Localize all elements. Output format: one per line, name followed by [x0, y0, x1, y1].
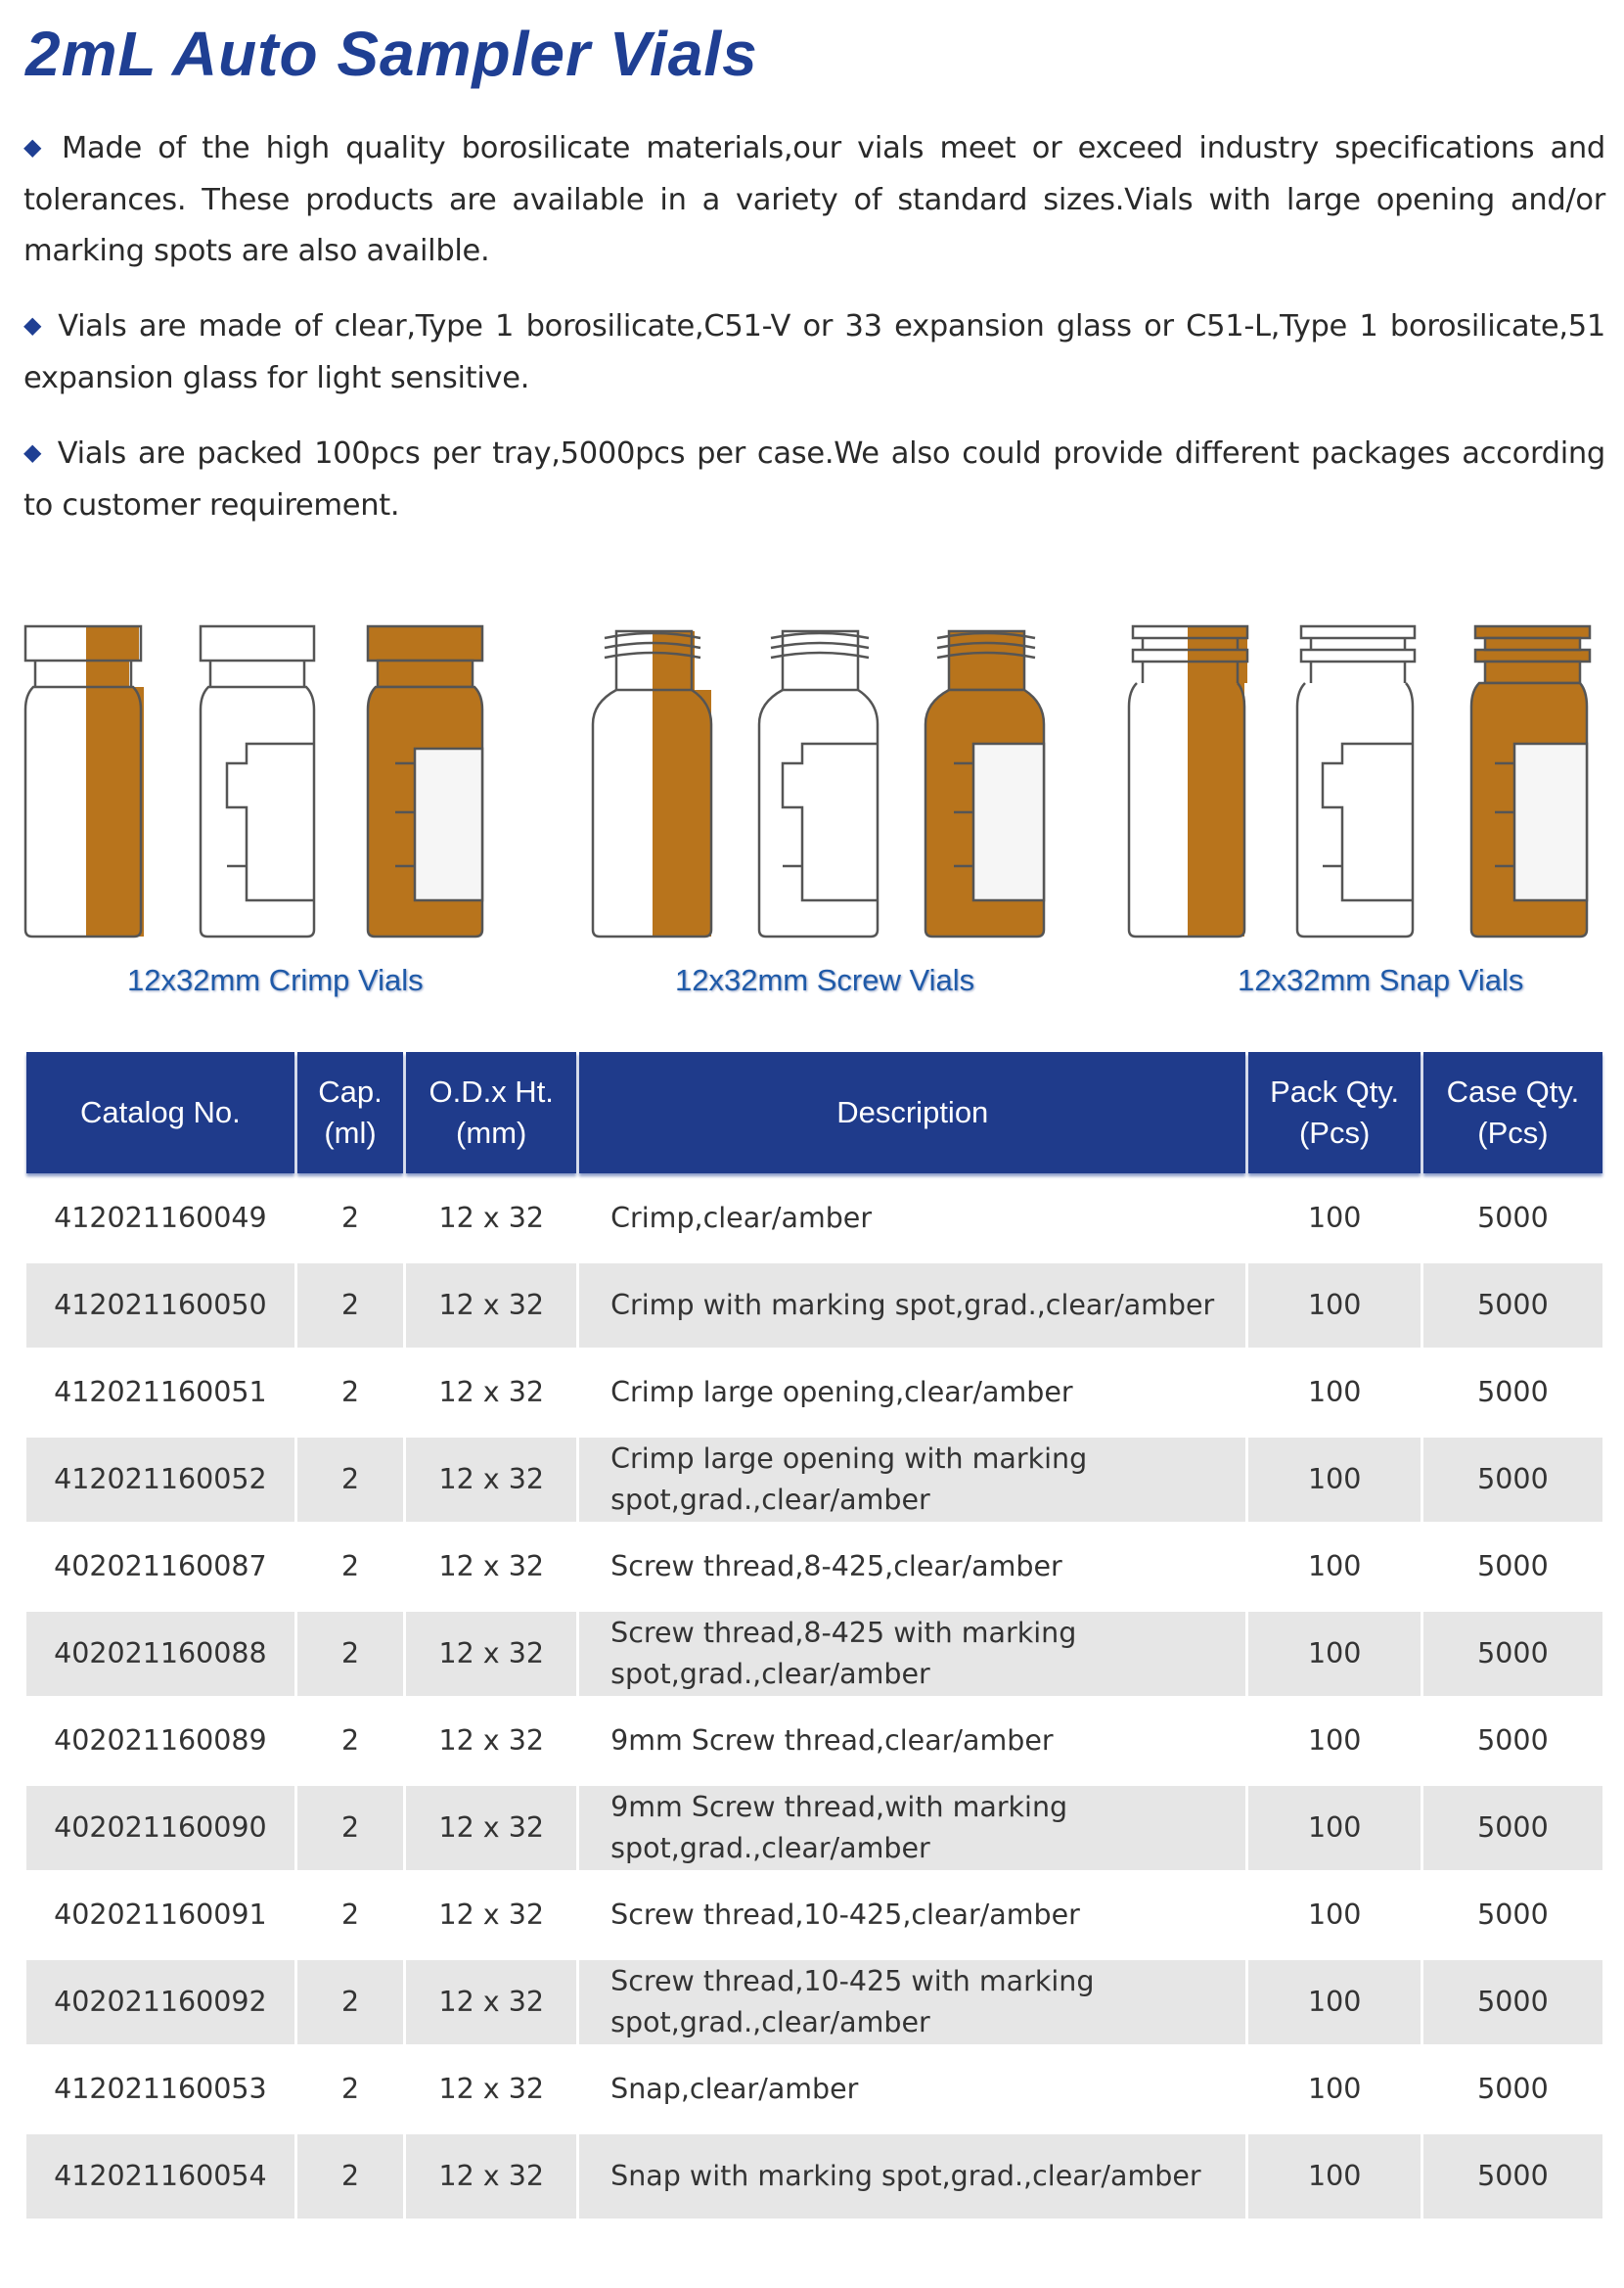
header-pack-qty-line2: (Pcs): [1298, 1116, 1371, 1150]
cell-description: Snap,clear/amber: [610, 2073, 859, 2105]
cell-case-qty: 5000: [1477, 1724, 1549, 1757]
cell-pack-qty: 100: [1248, 1263, 1420, 1348]
paragraph-text: Vials are made of clear,Type 1 borosilicate,C51-V or 33 expansion glass or C51-L,Type 1 borosilicate,51 expansion glass for light sensitive.: [23, 309, 1605, 395]
cell-description: Crimp large opening with marking spot,grad.,clear/amber: [579, 1438, 1245, 1522]
cell-dimensions: 12 x 32: [438, 1550, 544, 1582]
table-row: [26, 2047, 1602, 2131]
table-row: [26, 1873, 1602, 1957]
cell-description: Snap with marking spot,grad.,clear/amber: [579, 2134, 1245, 2219]
cell-case-qty: 5000: [1477, 1202, 1549, 1234]
intro-paragraph-glass: [23, 301, 1605, 404]
cell-case-qty: 5000: [1477, 1550, 1549, 1582]
cell-catalog: 412021160051: [54, 1376, 267, 1408]
cell-pack-qty: 100: [1248, 1438, 1420, 1522]
cell-case-qty: 5000: [1423, 1438, 1602, 1522]
cell-pack-qty: 100: [1248, 1786, 1420, 1870]
cell-capacity: 2: [297, 1263, 403, 1348]
cell-description: 9mm Screw thread,clear/amber: [610, 1724, 1054, 1757]
table-row: [26, 1438, 1602, 1522]
cell-pack-qty: 100: [1307, 1899, 1362, 1931]
screw-vial-icon: [759, 631, 878, 937]
cell-capacity: 2: [297, 1960, 403, 2044]
cell-dimensions: 12 x 32: [406, 1786, 576, 1870]
snap-vial-icon: [1471, 626, 1590, 937]
cell-capacity: 2: [297, 1438, 403, 1522]
cell-dimensions: 12 x 32: [406, 2134, 576, 2219]
table-row: [26, 1786, 1602, 1870]
cell-catalog: 412021160054: [26, 2134, 294, 2219]
cell-capacity: 2: [340, 1899, 360, 1931]
cell-dimensions: 12 x 32: [406, 1612, 576, 1696]
vial-illustrations: [0, 617, 1624, 949]
table-header-row: [26, 1052, 1602, 1173]
header-case-qty-line1: Case Qty.: [1446, 1075, 1580, 1109]
cell-dimensions: 12 x 32: [438, 1376, 544, 1408]
crimp-vial-icon: [368, 626, 482, 937]
cell-pack-qty: 100: [1307, 2073, 1362, 2105]
header-description: Description: [579, 1052, 1245, 1173]
paragraph-text: Made of the high quality borosilicate materials,our vials meet or exceed industry specifications and tolerances. These products are available in a variety of standard sizes.Vials with large opening and/or marking spots are also availble.: [23, 131, 1605, 268]
diamond-bullet-icon: ◆: [23, 438, 44, 466]
diamond-bullet-icon: ◆: [23, 311, 45, 339]
screw-vial-icon: [925, 631, 1044, 937]
cell-dimensions: 12 x 32: [406, 1438, 576, 1522]
diamond-bullet-icon: ◆: [23, 133, 49, 160]
cell-description: Crimp large opening,clear/amber: [610, 1376, 1073, 1408]
cell-description: Crimp,clear/amber: [610, 1202, 873, 1234]
cell-description: Screw thread,8-425,clear/amber: [610, 1550, 1062, 1582]
cell-description: Screw thread,10-425,clear/amber: [610, 1899, 1080, 1931]
cell-description: Screw thread,8-425 with marking spot,grad.,clear/amber: [579, 1612, 1245, 1696]
header-dimensions: [406, 1052, 576, 1173]
screw-vials-caption: 12x32mm Screw Vials: [675, 963, 975, 997]
cell-capacity: 2: [297, 1786, 403, 1870]
cell-capacity: 2: [340, 1202, 360, 1234]
cell-dimensions: 12 x 32: [406, 1960, 576, 2044]
cell-dimensions: 12 x 32: [438, 1202, 544, 1234]
cell-catalog: 402021160092: [26, 1960, 294, 2044]
cell-capacity: 2: [340, 1550, 360, 1582]
table-row: [26, 2134, 1602, 2219]
cell-catalog: 412021160049: [54, 1202, 267, 1234]
cell-description: 9mm Screw thread,with marking spot,grad.,clear/amber: [579, 1786, 1245, 1870]
intro-paragraph-materials: [23, 123, 1605, 277]
cell-case-qty: 5000: [1423, 1786, 1602, 1870]
cell-dimensions: 12 x 32: [438, 2073, 544, 2105]
header-capacity-line2: (ml): [324, 1116, 377, 1150]
header-dimensions-line2: (mm): [456, 1116, 527, 1150]
header-pack-qty-line1: Pack Qty.: [1270, 1075, 1400, 1109]
cell-dimensions: 12 x 32: [406, 1263, 576, 1348]
cell-pack-qty: 100: [1307, 1724, 1362, 1757]
table-row: [26, 1612, 1602, 1696]
cell-case-qty: 5000: [1423, 1263, 1602, 1348]
cell-case-qty: 5000: [1423, 1960, 1602, 2044]
cell-pack-qty: 100: [1248, 2134, 1420, 2219]
table-row: [26, 1699, 1602, 1783]
screw-vial-icon: [593, 631, 711, 937]
paragraph-text: Vials are packed 100pcs per tray,5000pcs per case.We also could provide different packages according to customer requirement.: [23, 436, 1605, 523]
cell-catalog: 412021160052: [26, 1438, 294, 1522]
cell-case-qty: 5000: [1423, 1612, 1602, 1696]
crimp-vials-caption: 12x32mm Crimp Vials: [127, 963, 424, 997]
cell-catalog: 412021160053: [54, 2073, 267, 2105]
crimp-vial-icon: [25, 626, 144, 937]
table-row: [26, 1176, 1602, 1260]
cell-capacity: 2: [340, 1376, 360, 1408]
header-catalog: Catalog No.: [26, 1052, 294, 1173]
snap-vial-icon: [1129, 626, 1247, 937]
cell-catalog: 402021160088: [26, 1612, 294, 1696]
cell-case-qty: 5000: [1477, 1899, 1549, 1931]
header-capacity: [297, 1052, 403, 1173]
cell-capacity: 2: [340, 2073, 360, 2105]
product-table: [23, 1049, 1605, 2221]
intro-paragraph-packing: [23, 429, 1605, 531]
cell-pack-qty: 100: [1307, 1376, 1362, 1408]
cell-catalog: 402021160087: [54, 1550, 267, 1582]
cell-pack-qty: 100: [1248, 1612, 1420, 1696]
cell-dimensions: 12 x 32: [438, 1899, 544, 1931]
header-pack-qty: [1248, 1052, 1420, 1173]
cell-capacity: 2: [297, 2134, 403, 2219]
snap-vial-icon: [1297, 626, 1415, 937]
cell-catalog: 402021160090: [26, 1786, 294, 1870]
cell-pack-qty: 100: [1307, 1202, 1362, 1234]
header-case-qty: [1423, 1052, 1602, 1173]
table-row: [26, 1350, 1602, 1435]
header-capacity-line1: Cap.: [318, 1075, 383, 1109]
snap-vials-caption: 12x32mm Snap Vials: [1238, 963, 1524, 997]
table-row: [26, 1960, 1602, 2044]
crimp-vial-icon: [201, 626, 314, 937]
cell-catalog: 402021160089: [54, 1724, 267, 1757]
cell-dimensions: 12 x 32: [438, 1724, 544, 1757]
cell-case-qty: 5000: [1477, 2073, 1549, 2105]
cell-description: Crimp with marking spot,grad.,clear/amber: [579, 1263, 1245, 1348]
table-row: [26, 1525, 1602, 1609]
cell-case-qty: 5000: [1423, 2134, 1602, 2219]
cell-case-qty: 5000: [1477, 1376, 1549, 1408]
cell-capacity: 2: [340, 1724, 360, 1757]
header-case-qty-line2: (Pcs): [1477, 1116, 1549, 1150]
cell-capacity: 2: [297, 1612, 403, 1696]
cell-pack-qty: 100: [1248, 1960, 1420, 2044]
table-row: [26, 1263, 1602, 1348]
page-title: 2mL Auto Sampler Vials: [25, 19, 758, 89]
cell-catalog: 412021160050: [26, 1263, 294, 1348]
cell-description: Screw thread,10-425 with marking spot,grad.,clear/amber: [579, 1960, 1245, 2044]
header-dimensions-line1: O.D.x Ht.: [429, 1075, 554, 1109]
cell-catalog: 402021160091: [54, 1899, 267, 1931]
cell-pack-qty: 100: [1307, 1550, 1362, 1582]
